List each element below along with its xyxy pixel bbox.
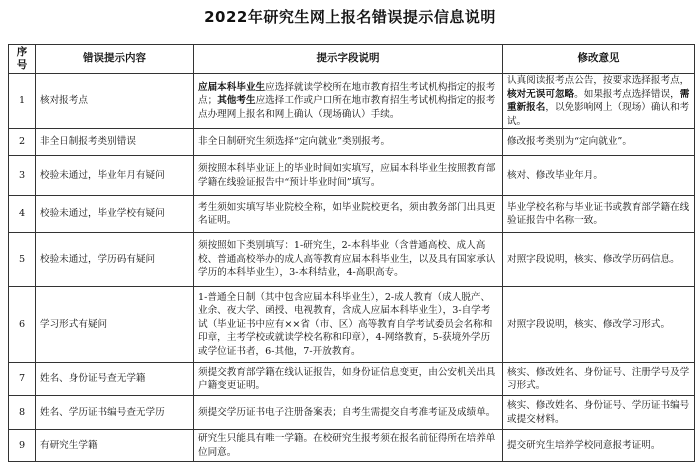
error-content-cell: 校验未通过，学历码有疑问 [36, 233, 194, 287]
cell-text: 研究生只能具有唯一学籍。在校研究生报考须在报名前征得所在培养单位同意。 [198, 433, 496, 458]
cell-text: 核对、修改毕业年月。 [507, 169, 603, 181]
document-title: 2022年研究生网上报名错误提示信息说明 [204, 8, 496, 26]
cell-text: 核实、修改姓名、身份证号、学历证书编号或提交材料。 [507, 400, 690, 425]
field-description-cell [194, 196, 503, 233]
error-content-cell: 校验未通过，毕业年月有疑问 [36, 156, 194, 196]
header-error: 错误提示内容 [36, 45, 194, 74]
cell-text: 应选择就读学校所在地市教育招生考试机构指定的报考点； [198, 81, 496, 107]
table-row [9, 196, 695, 233]
row-number: 7 [9, 363, 36, 396]
cell-text: 须按照本科毕业证上的毕业时间如实填写，应届本科毕业生按照教育部学籍在线验证报告中“预计毕业时间”填写。 [198, 163, 496, 188]
row-number: 3 [9, 156, 36, 196]
table-header-row [9, 45, 695, 74]
row-number: 6 [9, 287, 36, 363]
error-content-cell: 姓名、身份证号查无学籍 [36, 363, 194, 396]
row-number: 4 [9, 196, 36, 233]
fix-suggestion-cell [503, 233, 695, 287]
fix-suggestion-cell [503, 156, 695, 196]
fix-suggestion-cell [503, 363, 695, 396]
header-no: 序号 [9, 45, 36, 74]
field-description-cell [194, 233, 503, 287]
cell-text: 。如果报考点选择错误， [574, 88, 680, 100]
header-fix: 修改意见 [503, 45, 695, 74]
table-body [9, 74, 695, 462]
cell-text: 修改报考类别为“定向就业”。 [507, 136, 632, 148]
table-row [9, 396, 695, 430]
cell-text: 毕业学校名称与毕业证书或教育部学籍在线验证报告中名称一致。 [507, 201, 690, 226]
field-description-cell [194, 430, 503, 462]
table-row [9, 74, 695, 129]
field-description-cell [194, 156, 503, 196]
header-field: 提示字段说明 [194, 45, 503, 74]
cell-text: 应选择工作或户口所在地市教育招生考试机构指定的报考点办理网上报名和网上确认（现场确认）手续。 [198, 95, 496, 120]
table-row [9, 129, 695, 156]
emphasis-text: 核对无误可忽略 [507, 88, 575, 100]
field-description-cell [194, 74, 503, 129]
emphasis-text: 应届本科毕业生 [198, 81, 266, 93]
table-row [9, 233, 695, 287]
emphasis-text: 其他考生 [217, 95, 256, 107]
field-description-cell [194, 129, 503, 156]
cell-text: 认真阅读报考点公告，按要求选择报考点， [507, 75, 690, 86]
error-content-cell: 校验未通过，毕业学校有疑问 [36, 196, 194, 233]
row-number: 5 [9, 233, 36, 287]
cell-text: 考生须如实填写毕业院校全称，如毕业院校更名，须由教务部门出具更名证明。 [198, 201, 496, 226]
row-number: 9 [9, 430, 36, 462]
field-description-cell [194, 287, 503, 363]
error-content-cell: 核对报考点 [36, 74, 194, 129]
cell-text: 须提交教育部学籍在线认证报告，如身份证信息变更，由公安机关出具户籍变更证明。 [198, 366, 496, 391]
field-description-cell [194, 363, 503, 396]
fix-suggestion-cell [503, 396, 695, 430]
fix-suggestion-cell [503, 196, 695, 233]
row-number: 8 [9, 396, 36, 430]
cell-text: 对照字段说明，核实、修改学历码信息。 [507, 253, 680, 265]
cell-text: 非全日制研究生须选择“定向就业”类别报考。 [198, 136, 391, 148]
error-content-cell: 非全日制报考类别错误 [36, 129, 194, 156]
table-row [9, 363, 695, 396]
row-number: 2 [9, 129, 36, 156]
error-info-table [8, 44, 695, 462]
table-row [9, 287, 695, 363]
cell-text: 1-普通全日制（其中包含应届本科毕业生），2-成人教育（成人脱产、业余、夜大学、函授、电视教育，含成人应届本科毕业生），3-自学考试（毕业证书中应有××省（市、区）高等教育自学考试委员会名称和印章，主考学校或就读学校名称和印章），4-网络教育，5-获境外学历或学位证书者，6-其他，7-开放教育。 [198, 291, 493, 357]
cell-text: ，以免影响网上（现场）确认和考试。 [507, 102, 690, 127]
fix-suggestion-cell [503, 430, 695, 462]
cell-text: 须提交学历证书电子注册备案表；自考生需提交自考准考证及成绩单。 [198, 406, 496, 418]
cell-text: 对照字段说明，核实、修改学习形式。 [507, 318, 671, 330]
cell-text: 须按照如下类别填写：1-研究生，2-本科毕业（含普通高校、成人高校、普通高校举办的成人高等教育应届本科毕业生，以及具有国家承认学历的本科毕业生），3-本科结业，4-高职高专。 [198, 240, 496, 279]
cell-text: 核实、修改姓名、身份证号、注册学号及学习形式。 [507, 366, 690, 391]
cell-text: 提交研究生培养学校同意报考证明。 [507, 439, 661, 451]
table-row [9, 430, 695, 462]
row-number: 1 [9, 74, 36, 129]
fix-suggestion-cell [503, 129, 695, 156]
error-content-cell: 有研究生学籍 [36, 430, 194, 462]
table-row [9, 156, 695, 196]
error-content-cell: 姓名、学历证书编号查无学历 [36, 396, 194, 430]
emphasis-text: 需重新报名 [507, 88, 690, 113]
error-content-cell: 学习形式有疑问 [36, 287, 194, 363]
fix-suggestion-cell [503, 287, 695, 363]
field-description-cell [194, 396, 503, 430]
fix-suggestion-cell [503, 74, 695, 129]
